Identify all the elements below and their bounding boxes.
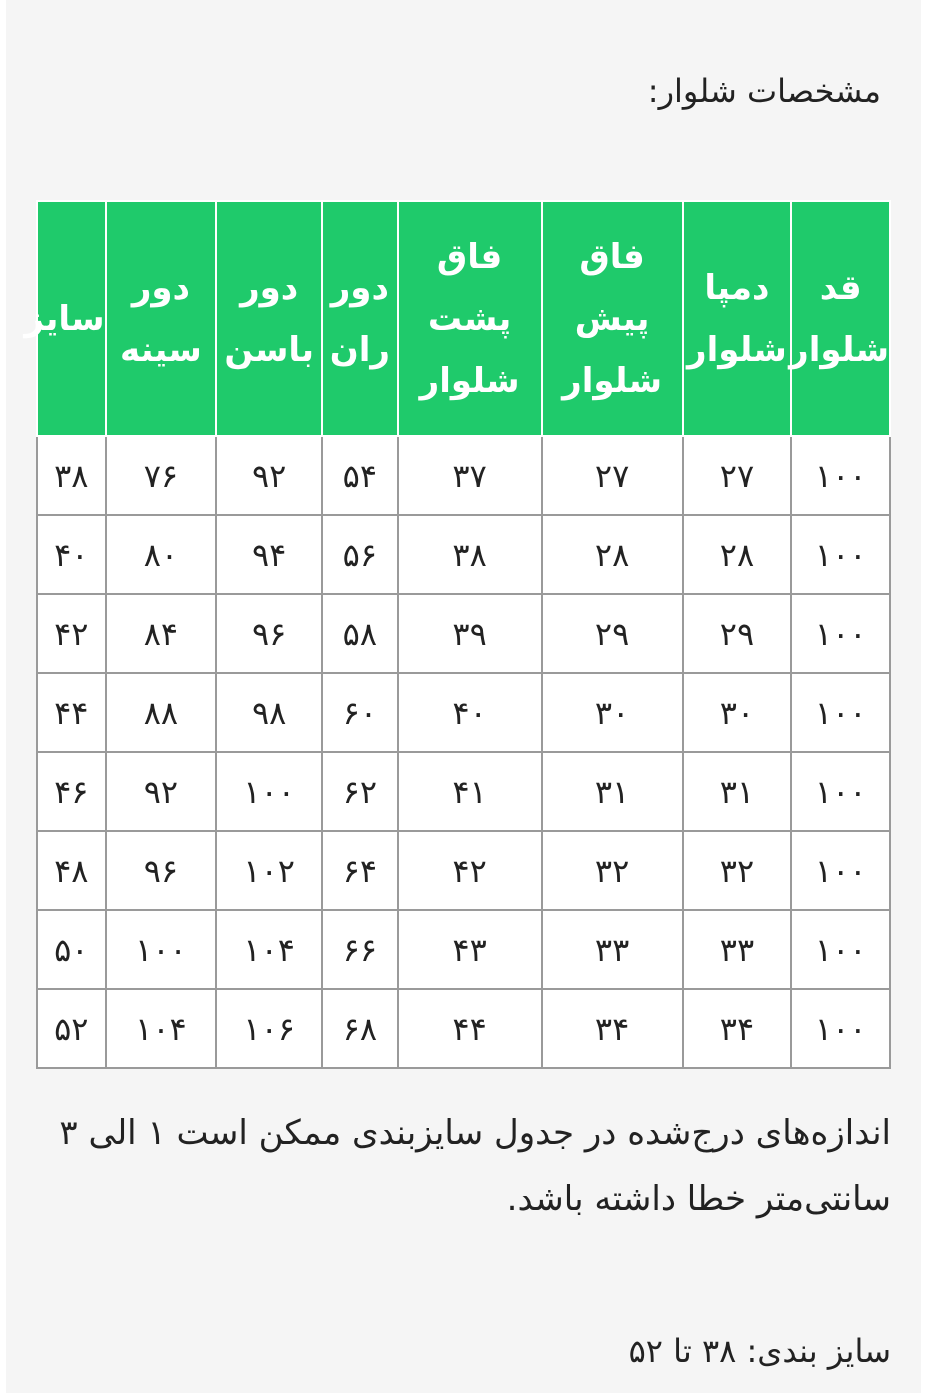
table-cell: ۵۸ <box>322 594 398 673</box>
table-cell: ۳۲ <box>542 831 683 910</box>
table-cell: ۵۴ <box>322 436 398 515</box>
table-cell: ۱۰۰ <box>216 752 322 831</box>
table-cell: ۲۹ <box>683 594 792 673</box>
header-back-rise: فاق پشت شلوار <box>398 201 542 436</box>
table-row <box>37 831 890 910</box>
table-cell: ۶۶ <box>322 910 398 989</box>
content-page <box>6 0 921 1393</box>
table-cell: ۴۳ <box>398 910 542 989</box>
table-cell: ۱۰۰ <box>791 673 890 752</box>
size-chart-table <box>24 200 891 1069</box>
table-row <box>37 436 890 515</box>
table-cell: ۷۶ <box>106 436 217 515</box>
table-cell: ۴۱ <box>398 752 542 831</box>
table-cell: ۶۸ <box>322 989 398 1068</box>
table-cell: ۳۱ <box>542 752 683 831</box>
table-cell: ۵۰ <box>37 910 106 989</box>
table-cell: ۳۰ <box>683 673 792 752</box>
table-cell: ۱۰۰ <box>106 910 217 989</box>
table-cell: ۹۲ <box>216 436 322 515</box>
table-cell: ۳۸ <box>398 515 542 594</box>
table-row <box>37 594 890 673</box>
table-cell: ۱۰۰ <box>791 436 890 515</box>
table-cell: ۱۰۰ <box>791 831 890 910</box>
table-cell: ۴۰ <box>37 515 106 594</box>
header-row <box>37 201 890 436</box>
table-cell: ۱۰۰ <box>791 515 890 594</box>
table-cell: ۳۴ <box>683 989 792 1068</box>
table-cell: ۹۶ <box>106 831 217 910</box>
table-cell: ۶۰ <box>322 673 398 752</box>
table-cell: ۲۷ <box>542 436 683 515</box>
table-cell: ۳۸ <box>37 436 106 515</box>
table-cell: ۲۸ <box>542 515 683 594</box>
table-cell: ۶۲ <box>322 752 398 831</box>
measurement-note: اندازه‌های درج‌شده در جدول سایزبندی ممکن است ۱ الی ۳ سانتی‌متر خطا داشته باشد. <box>59 1113 891 1219</box>
table-cell: ۱۰۶ <box>216 989 322 1068</box>
table-cell: ۹۲ <box>106 752 217 831</box>
table-cell: ۱۰۰ <box>791 989 890 1068</box>
header-hem-width: دمپا شلوار <box>683 201 792 436</box>
table-row <box>37 989 890 1068</box>
header-thigh: دور ران <box>322 201 398 436</box>
table-cell: ۳۷ <box>398 436 542 515</box>
table-cell: ۱۰۴ <box>106 989 217 1068</box>
table-cell: ۹۸ <box>216 673 322 752</box>
table-cell: ۴۲ <box>398 831 542 910</box>
table-cell: ۵۲ <box>37 989 106 1068</box>
table-cell: ۲۸ <box>683 515 792 594</box>
table-row <box>37 673 890 752</box>
table-cell: ۳۲ <box>683 831 792 910</box>
table-cell: ۱۰۰ <box>791 752 890 831</box>
size-range-text: سایز بندی: ۳۸ تا ۵۲ <box>628 1332 891 1370</box>
table-row <box>37 910 890 989</box>
table-cell: ۳۳ <box>542 910 683 989</box>
table-row <box>37 752 890 831</box>
header-front-rise: فاق پیش شلوار <box>542 201 683 436</box>
table-cell: ۵۶ <box>322 515 398 594</box>
table-cell: ۳۱ <box>683 752 792 831</box>
section-heading: مشخصات شلوار: <box>647 72 881 110</box>
table-cell: ۱۰۰ <box>791 910 890 989</box>
table-cell: ۳۳ <box>683 910 792 989</box>
table-cell: ۲۹ <box>542 594 683 673</box>
table-cell: ۹۴ <box>216 515 322 594</box>
table-cell: ۴۶ <box>37 752 106 831</box>
table-cell: ۳۴ <box>542 989 683 1068</box>
table-cell: ۹۶ <box>216 594 322 673</box>
table-cell: ۸۰ <box>106 515 217 594</box>
table-cell: ۳۹ <box>398 594 542 673</box>
table-cell: ۱۰۲ <box>216 831 322 910</box>
table-cell: ۸۸ <box>106 673 217 752</box>
header-chest: دور سینه <box>106 201 217 436</box>
header-pants-length: قد شلوار <box>791 201 890 436</box>
table-cell: ۴۴ <box>37 673 106 752</box>
header-size: سایز <box>37 201 106 436</box>
header-hip: دور باسن <box>216 201 322 436</box>
table-cell: ۴۴ <box>398 989 542 1068</box>
table-cell: ۳۰ <box>542 673 683 752</box>
table-cell: ۴۸ <box>37 831 106 910</box>
table-cell: ۸۴ <box>106 594 217 673</box>
table-cell: ۴۰ <box>398 673 542 752</box>
table-cell: ۲۷ <box>683 436 792 515</box>
table-cell: ۱۰۰ <box>791 594 890 673</box>
table-cell: ۱۰۴ <box>216 910 322 989</box>
table-cell: ۶۴ <box>322 831 398 910</box>
table-row <box>37 515 890 594</box>
table-cell: ۴۲ <box>37 594 106 673</box>
